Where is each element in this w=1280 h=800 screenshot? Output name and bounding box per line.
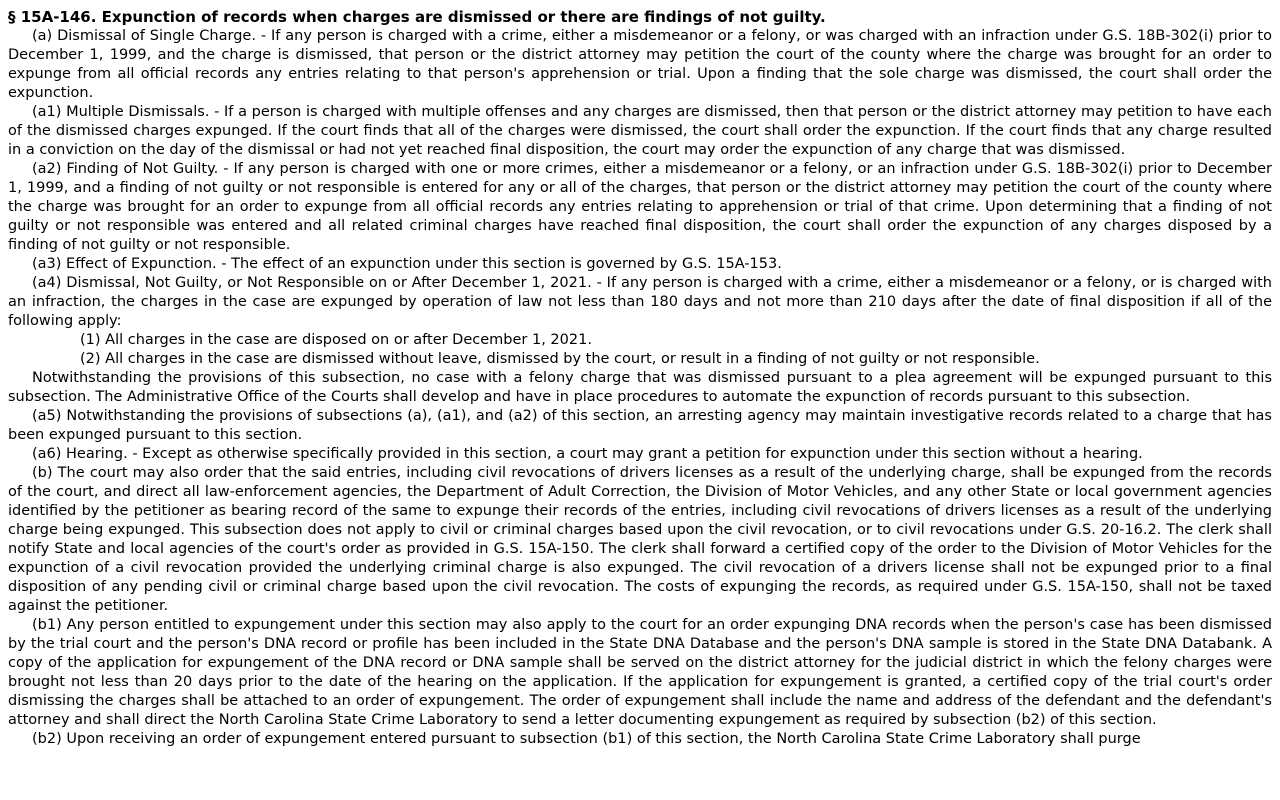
subsection-a5: (a5) Notwithstanding the provisions of subsections (a), (a1), and (a2) of this section, an arresting agency may maintain investigative records related to a charge that has been expunged pursuant to this section. (8, 408, 1272, 443)
subsection-a1: (a1) Multiple Dismissals. - If a person is charged with multiple offenses and any charges are dismissed, then that person or the district attorney may petition to have each of the dismissed charges expunged. If the court finds that all of the charges were dismissed, the court shall order the expunction. If the court finds that any charge resulted in a conviction on the day of the dismissal or had not yet reached final disposition, the court may order the expunction of any charge that was dismissed. (8, 104, 1272, 158)
subsection-b1: (b1) Any person entitled to expungement under this section may also apply to the court for an order expunging DNA records when the person's case has been dismissed by the trial court and the person's DNA record or profile has been included in the State DNA Database and the person's DNA sample is stored in the State DNA Databank. A copy of the application for expungement of the DNA record or DNA sample shall be served on the district attorney for the judicial district in which the felony charges were brought not less than 20 days prior to the date of the hearing on the application. If the application for expungement is granted, a certified copy of the trial court's order dismissing the charges shall be attached to an order of expungement. The order of expungement shall include the name and address of the defendant and the defendant's attorney and shall direct the North Carolina State Crime Laboratory to send a letter documenting expungement as required by subsection (b2) of this section. (8, 617, 1272, 728)
subsection-a2: (a2) Finding of Not Guilty. - If any person is charged with one or more crimes, either a misdemeanor or a felony, or an infraction under G.S. 18B-302(i) prior to December 1, 1999, and a finding of not guilty or not responsible is entered for any or all of the charges, that person or the district attorney may petition the court of the county where the charge was brought for an order to expunge from all official records any entries relating to apprehension or trial of that crime. Upon determining that a finding of not guilty or not responsible was entered and all related criminal charges have reached final disposition, the court shall order the expunction of any charges disposed by a finding of not guilty or not responsible. (8, 161, 1272, 253)
subsection-a3: (a3) Effect of Expunction. - The effect of an expunction under this section is governed by G.S. 15A-153. (32, 256, 782, 272)
subsection-a6: (a6) Hearing. - Except as otherwise specifically provided in this section, a court may grant a petition for expunction under this section without a hearing. (32, 446, 1143, 462)
subsection-a4-item-2: (2) All charges in the case are dismissed without leave, dismissed by the court, or result in a finding of not guilty or not responsible. (80, 351, 1040, 367)
subsection-a4: (a4) Dismissal, Not Guilty, or Not Responsible on or After December 1, 2021. - If any person is charged with a crime, either a misdemeanor or a felony, or is charged with an infraction, the charges in the case are expunged by operation of law not less than 180 days and not more than 210 days after the date of final disposition if all of the following apply: (8, 275, 1272, 329)
subsection-a: (a) Dismissal of Single Charge. - If any person is charged with a crime, either a misdemeanor or a felony, or was charged with an infraction under G.S. 18B-302(i) prior to December 1, 1999, and the charge is dismissed, that person or the district attorney may petition the court of the county where the charge was brought for an order to expunge from all official records any entries relating to that person's apprehension or trial. Upon a finding that the sole charge was dismissed, the court shall order the expunction. (8, 28, 1272, 101)
subsection-a4-notwithstanding: Notwithstanding the provisions of this subsection, no case with a felony charge that was dismissed pursuant to a plea agreement will be expunged pursuant to this subsection. The Administrative Office of the Courts shall develop and have in place procedures to automate the expunction of records pursuant to this subsection. (8, 370, 1272, 405)
statute-document (8, 8, 1272, 749)
section-title: § 15A-146. Expunction of records when charges are dismissed or there are findings of not guilty. (8, 8, 826, 26)
subsection-b2: (b2) Upon receiving an order of expungement entered pursuant to subsection (b1) of this section, the North Carolina State Crime Laboratory shall purge (32, 731, 1141, 747)
subsection-b: (b) The court may also order that the said entries, including civil revocations of drivers licenses as a result of the underlying charge, shall be expunged from the records of the court, and direct all law-enforcement agencies, the Department of Adult Correction, the Division of Motor Vehicles, and any other State or local government agencies identified by the petitioner as bearing record of the same to expunge their records of the entries, including civil revocations of drivers licenses as a result of the underlying charge being expunged. This subsection does not apply to civil or criminal charges based upon the civil revocation, or to civil revocations under G.S. 20-16.2. The clerk shall notify State and local agencies of the court's order as provided in G.S. 15A-150. The clerk shall forward a certified copy of the order to the Division of Motor Vehicles for the expunction of a civil revocation provided the underlying criminal charge is also expunged. The civil revocation of a drivers license shall not be expunged prior to a final disposition of any pending civil or criminal charge based upon the civil revocation. The costs of expunging the records, as required under G.S. 15A-150, shall not be taxed against the petitioner. (8, 465, 1272, 614)
subsection-a4-item-1: (1) All charges in the case are disposed on or after December 1, 2021. (80, 332, 592, 348)
